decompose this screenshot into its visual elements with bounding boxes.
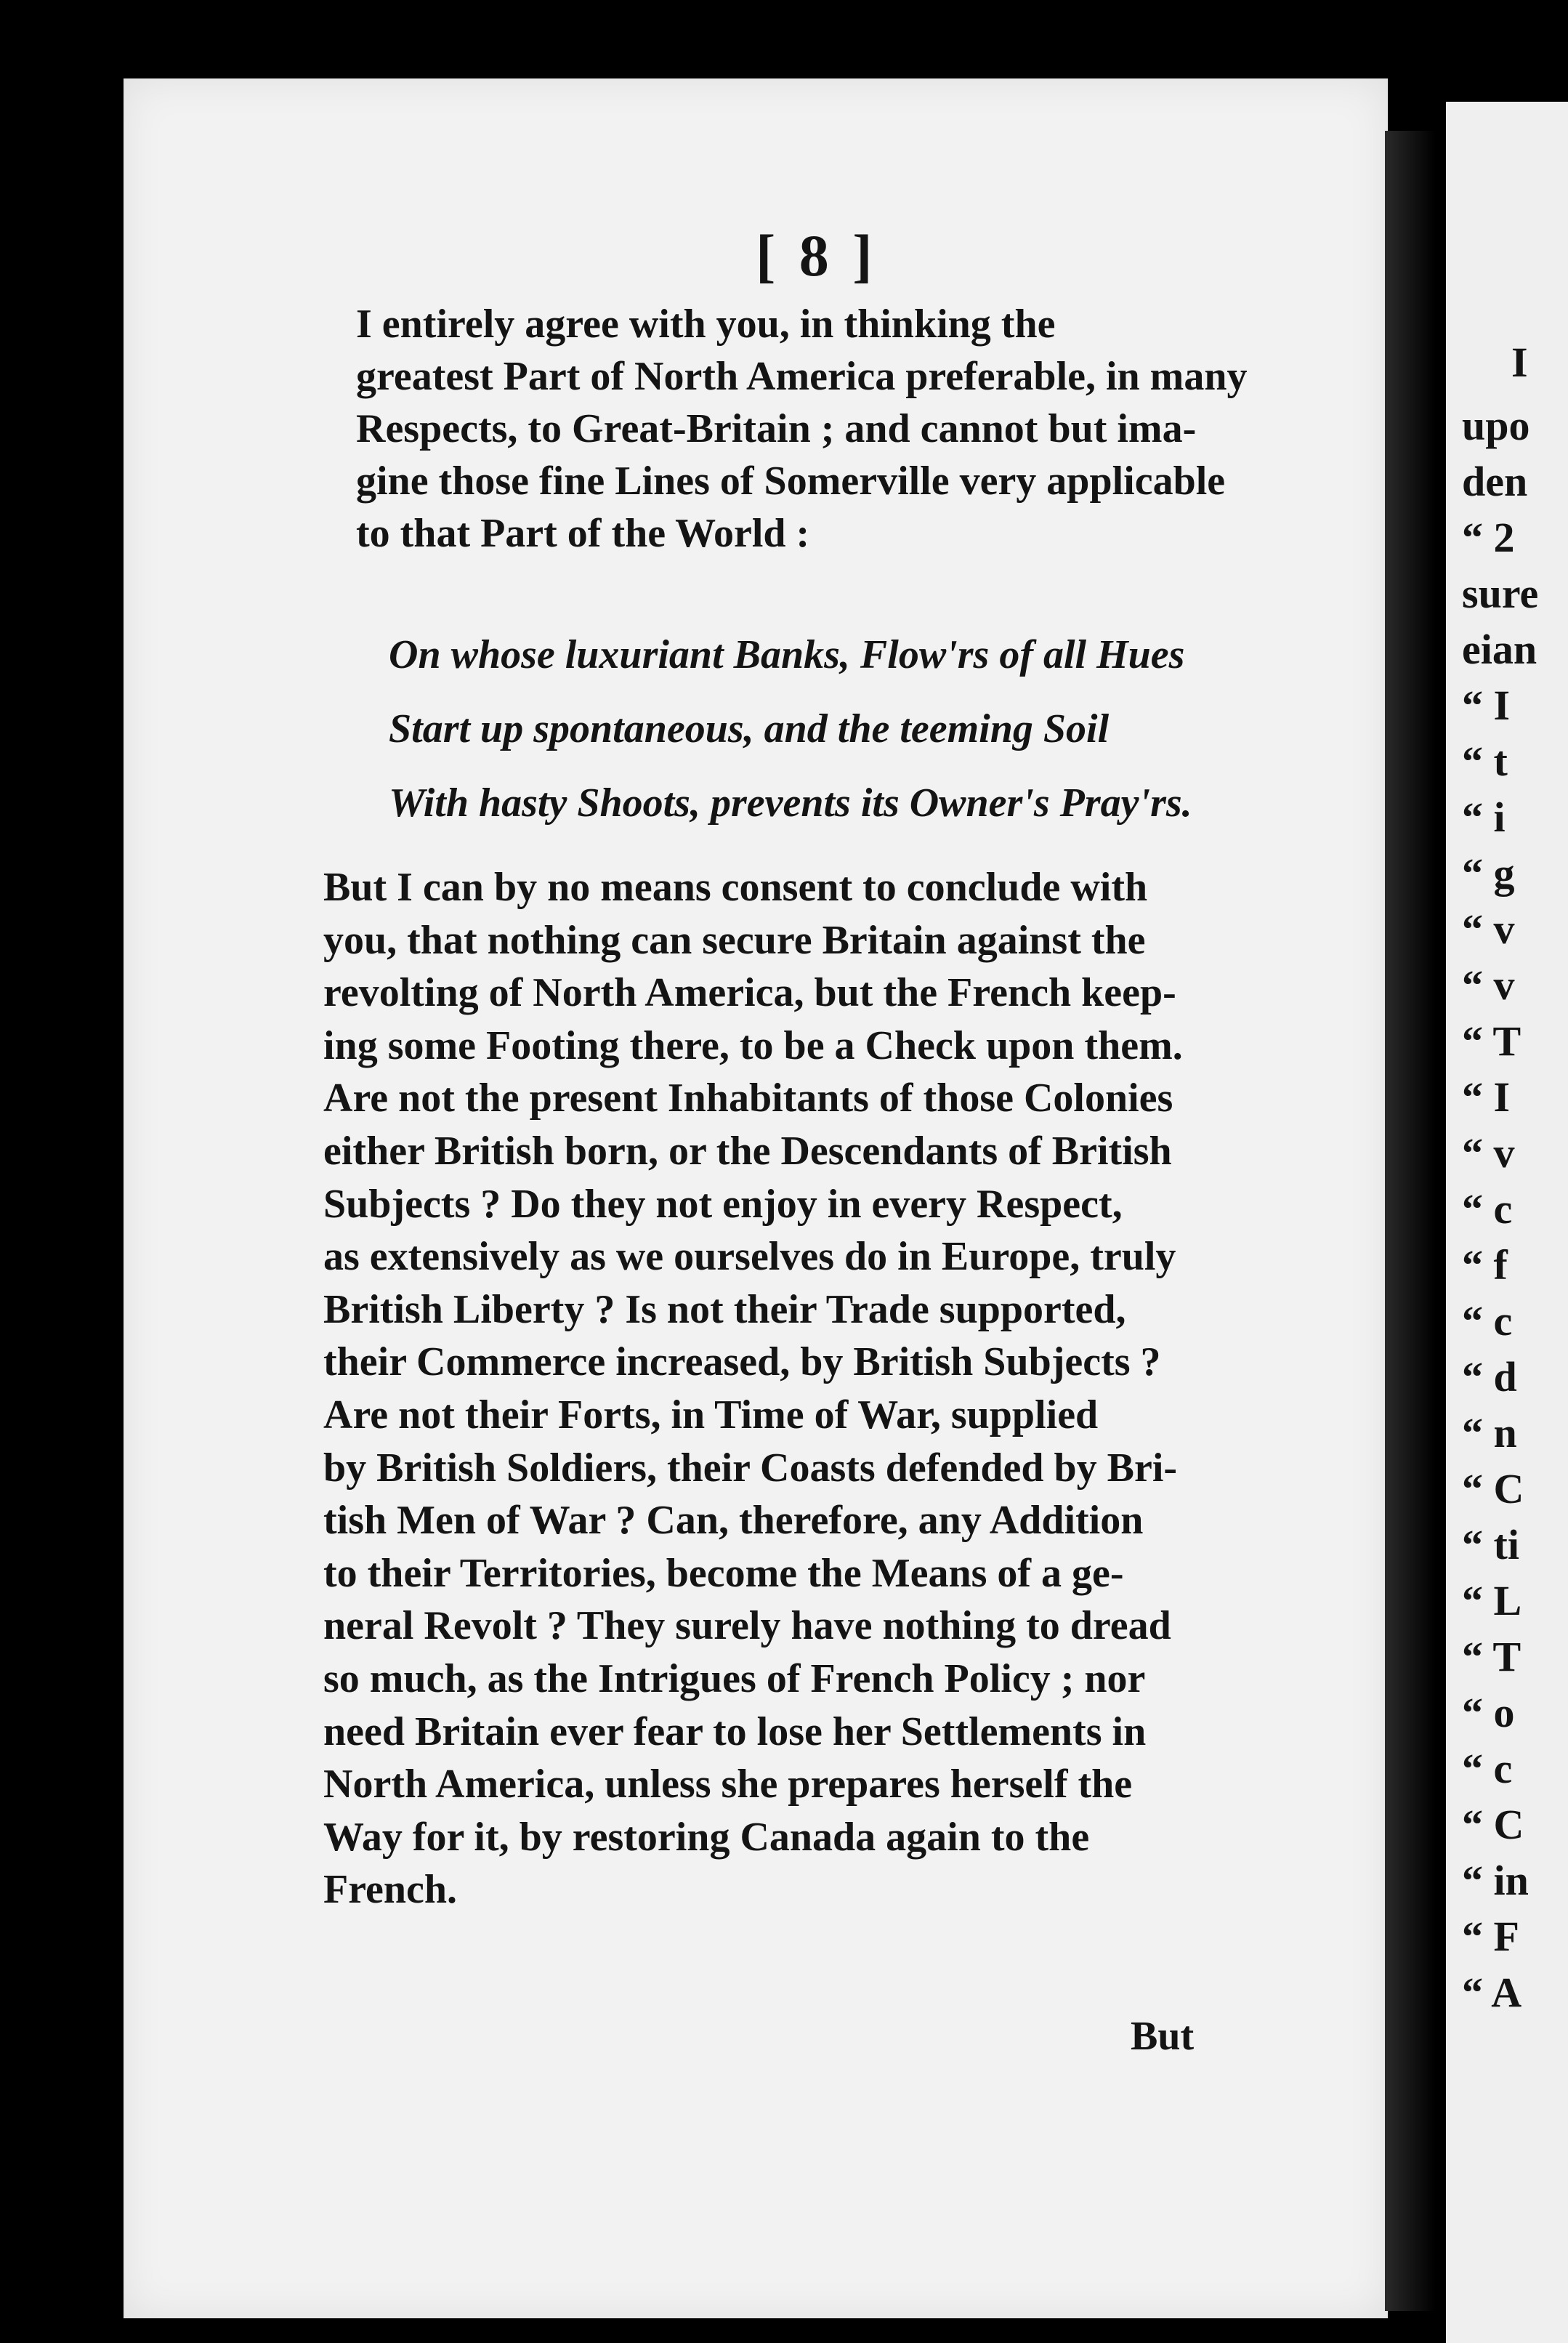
facing-page-fragment: “ i [1462,794,1506,841]
text-line: so much, as the Intrigues of French Policy ; nor [323,1656,1146,1701]
text-line: to that Part of the World : [356,511,810,556]
facing-page-fragment: “ o [1462,1689,1515,1736]
facing-page-fragment: sure [1462,570,1539,617]
facing-page-fragment: “ in [1462,1857,1529,1904]
text-line: ing some Footing there, to be a Check upon them. [323,1023,1183,1068]
facing-page-fragment: “ t [1462,738,1508,785]
text-line: Are not the present Inhabitants of those Colonies [323,1076,1173,1121]
page-gutter-shadow [1385,131,1436,2311]
text-line: Respects, to Great-Britain ; and cannot but ima- [356,406,1197,451]
facing-page-fragment: “ c [1462,1745,1513,1792]
text-line: tish Men of War ? Can, therefore, any Addition [323,1498,1144,1544]
text-line: Are not their Forts, in Time of War, supplied [323,1392,1099,1437]
text-line: their Commerce increased, by British Subjects ? [323,1339,1161,1385]
facing-page-fragment: I [1511,339,1528,386]
text-line: I entirely agree with you, in thinking the [356,302,1056,347]
facing-page-fragment: “ C [1462,1801,1524,1848]
facing-page-fragment: “ n [1462,1409,1517,1456]
page-number: [ 8 ] [756,222,877,289]
verse-line: With hasty Shoots, prevents its Owner's Pray'rs. [389,781,1192,826]
catchword: But [1131,2014,1195,2059]
facing-page-fragment: “ I [1462,682,1511,729]
facing-page-fragment: “ c [1462,1297,1513,1344]
facing-page-fragment: “ T [1462,1633,1521,1680]
text-line: North America, unless she prepares herself the [323,1762,1133,1807]
text-line: revolting of North America, but the French keep- [323,970,1176,1016]
text-line: Way for it, by restoring Canada again to the [323,1814,1090,1860]
facing-page-fragment: “ ti [1462,1521,1519,1568]
facing-page-fragment: “ v [1462,906,1515,953]
facing-page-fragment: “ v [1462,1129,1515,1177]
facing-page-fragment: upo [1462,402,1530,449]
facing-page-fragment: “ f [1462,1241,1508,1289]
text-line: by British Soldiers, their Coasts defended by Bri- [323,1445,1178,1491]
paragraph-1 [356,298,1247,560]
text-line: as extensively as we ourselves do in Europe, truly [323,1234,1176,1280]
facing-page-fragment: “ g [1462,850,1515,897]
facing-page-fragment: “ 2 [1462,514,1515,561]
facing-page-fragment: “ F [1462,1913,1519,1960]
facing-page-fragment: “ I [1462,1073,1511,1121]
text-line: gine those fine Lines of Somerville very applicable [356,459,1226,504]
text-line: to their Territories, become the Means of a ge- [323,1550,1124,1596]
facing-page-fragment: “ L [1462,1577,1522,1624]
facing-page-fragment: “ T [1462,1017,1521,1065]
facing-page-fragment: “ A [1462,1969,1522,2016]
facing-page-fragment: “ C [1462,1465,1524,1512]
text-line: greatest Part of North America preferable, in many [356,354,1248,399]
text-line: you, that nothing can secure Britain against the [323,917,1146,963]
text-line: need Britain ever fear to lose her Settlements in [323,1709,1147,1754]
text-line: But I can by no means consent to conclude with [323,865,1148,910]
paragraph-2 [323,861,1183,1916]
facing-page-fragment: eian [1462,626,1537,673]
verse-line: Start up spontaneous, and the teeming Soil [389,706,1110,751]
text-line: either British born, or the Descendants of British [323,1128,1172,1174]
facing-page [1446,102,1568,2343]
text-line: neral Revolt ? They surely have nothing to dread [323,1603,1171,1649]
facing-page-fragment: “ d [1462,1353,1517,1400]
text-line: British Liberty ? Is not their Trade supported, [323,1286,1126,1332]
text-line: Subjects ? Do they not enjoy in every Respect, [323,1181,1123,1227]
facing-page-fragment: den [1462,458,1528,505]
verse-line: On whose luxuriant Banks, Flow'rs of all Hues [389,632,1185,677]
verse-quotation [389,618,1192,840]
facing-page-fragment: “ c [1462,1185,1513,1233]
facing-page-fragment: “ v [1462,961,1515,1009]
text-line: French. [323,1867,458,1913]
